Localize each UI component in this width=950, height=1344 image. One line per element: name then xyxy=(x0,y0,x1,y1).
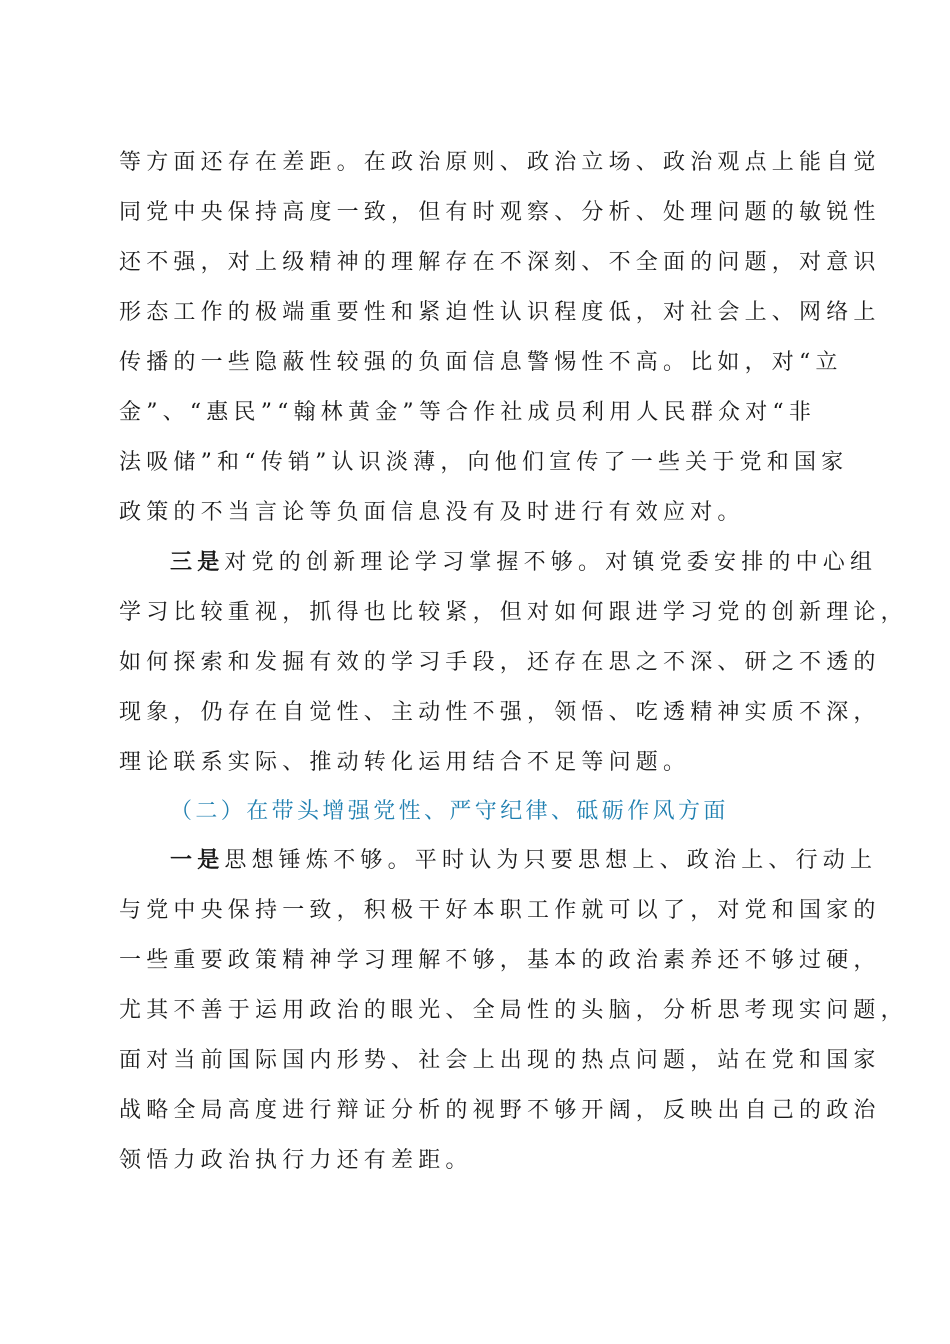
paragraph-line-rest: 对党的创新理论学习掌握不够。对镇党委安排的中心组 xyxy=(224,550,878,575)
paragraph-line: 现象，仍存在自觉性、主动性不强，领悟、吃透精神实质不深， xyxy=(119,700,881,725)
paragraph-line: 政策的不当言论等负面信息没有及时进行有效应对。 xyxy=(119,500,745,525)
paragraph-first-line xyxy=(170,846,890,876)
paragraph-line: 领悟力政治执行力还有差距。 xyxy=(119,1148,473,1173)
paragraph-line: 面对当前国际国内形势、社会上出现的热点问题，站在党和国家 xyxy=(119,1048,881,1073)
paragraph-line: 传播的一些隐蔽性较强的负面信息警惕性不高。比如，对“立 xyxy=(119,350,843,375)
paragraph-line: 尤其不善于运用政治的眼光、全局性的头脑，分析思考现实问题， xyxy=(119,998,908,1023)
paragraph-line: 还不强，对上级精神的理解存在不深刻、不全面的问题，对意识 xyxy=(119,250,881,275)
paragraph-line: 战略全局高度进行辩证分析的视野不够开阔，反映出自己的政治 xyxy=(119,1098,881,1123)
paragraph-line: 一些重要政策精神学习理解不够，基本的政治素养还不够过硬， xyxy=(119,948,881,973)
paragraph-line: 等方面还存在差距。在政治原则、政治立场、政治观点上能自觉 xyxy=(119,150,881,175)
paragraph-lead: 三是 xyxy=(170,550,225,575)
paragraph-line: 学习比较重视，抓得也比较紧，但对如何跟进学习党的创新理论， xyxy=(119,600,908,625)
paragraph-line: 如何探索和发掘有效的学习手段，还存在思之不深、研之不透的 xyxy=(119,650,881,675)
paragraph-line: 与党中央保持一致，积极干好本职工作就可以了，对党和国家的 xyxy=(119,898,881,923)
paragraph-line: 形态工作的极端重要性和紧迫性认识程度低，对社会上、网络上 xyxy=(119,300,881,325)
section-heading: （二）在带头增强党性、严守纪律、砥砺作风方面 xyxy=(170,799,729,824)
paragraph-first-line xyxy=(170,548,890,578)
paragraph-line-rest: 思想锤炼不够。平时认为只要思想上、政治上、行动上 xyxy=(224,848,878,873)
paragraph-line: 理论联系实际、推动转化运用结合不足等问题。 xyxy=(119,750,691,775)
paragraph-line: 金”、“惠民”“翰林黄金”等合作社成员利用人民群众对“非 xyxy=(119,400,817,425)
paragraph-line: 法吸储”和“传销”认识淡薄，向他们宣传了一些关于党和国家 xyxy=(119,450,849,475)
paragraph-line: 同党中央保持高度一致，但有时观察、分析、处理问题的敏锐性 xyxy=(119,200,881,225)
paragraph-lead: 一是 xyxy=(170,848,225,873)
